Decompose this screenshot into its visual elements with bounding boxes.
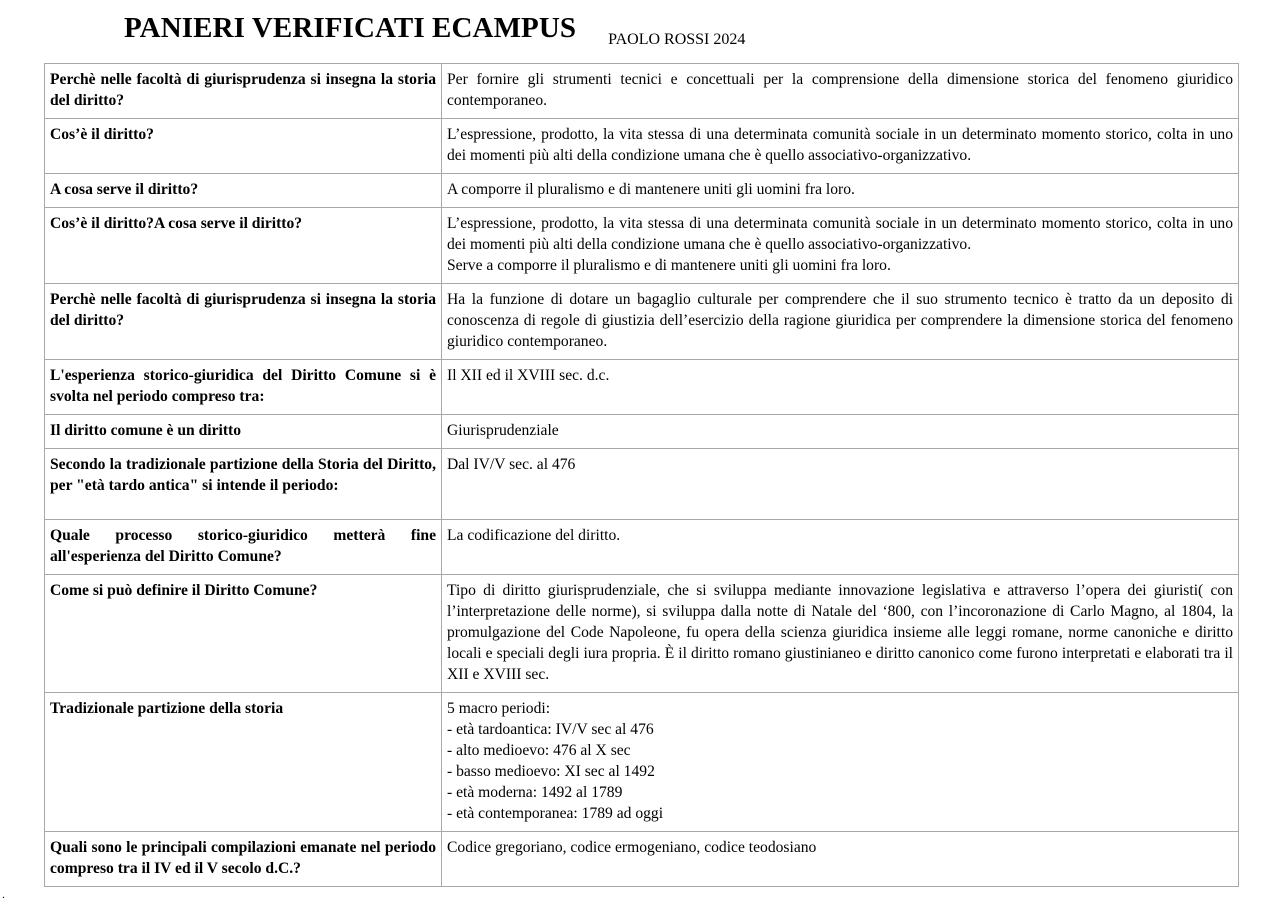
qa-table — [44, 63, 1239, 887]
table-row — [45, 520, 1239, 575]
answer-cell: Codice gregoriano, codice ermogeniano, codice teodosiano — [442, 832, 1239, 887]
question-cell: Tradizionale partizione della storia — [45, 693, 442, 832]
answer-cell: Dal IV/V sec. al 476 — [442, 449, 1239, 520]
answer-cell: Ha la funzione di dotare un bagaglio culturale per comprendere che il suo strumento tecnico è tratto da un deposito di conoscenza di regole di giustizia dell’esercizio della ragione giuridica per comprendere la dimensione storica del fenomeno giuridico contemporaneo. — [442, 284, 1239, 360]
question-cell: Secondo la tradizionale partizione della Storia del Diritto, per "età tardo antica" si intende il periodo: — [45, 449, 442, 520]
table-row — [45, 119, 1239, 174]
answer-cell: A comporre il pluralismo e di mantenere uniti gli uomini fra loro. — [442, 174, 1239, 208]
answer-cell: Giurisprudenziale — [442, 415, 1239, 449]
answer-cell: La codificazione del diritto. — [442, 520, 1239, 575]
question-cell: A cosa serve il diritto? — [45, 174, 442, 208]
question-cell: Quale processo storico-giuridico metterà fine all'esperienza del Diritto Comune? — [45, 520, 442, 575]
table-row — [45, 832, 1239, 887]
answer-cell: Per fornire gli strumenti tecnici e concettuali per la comprensione della dimensione storica del fenomeno giuridico contemporaneo. — [442, 64, 1239, 119]
question-cell: L'esperienza storico-giuridica del Diritto Comune si è svolta nel periodo compreso tra: — [45, 360, 442, 415]
table-row — [45, 575, 1239, 693]
answer-cell: L’espressione, prodotto, la vita stessa di una determinata comunità sociale in un determinato momento storico, colta in uno dei momenti più alti della condizione umana che è quello associativo-organizzativo. Serve a comporre il pluralismo e di mantenere uniti gli uomini fra loro. — [442, 208, 1239, 284]
question-cell: Come si può definire il Diritto Comune? — [45, 575, 442, 693]
answer-cell: L’espressione, prodotto, la vita stessa di una determinata comunità sociale in un determinato momento storico, colta in uno dei momenti più alti della condizione umana che è quello associativo-organizzativo. — [442, 119, 1239, 174]
footer-mark: . — [2, 887, 5, 901]
table-row — [45, 415, 1239, 449]
table-row — [45, 64, 1239, 119]
table-row — [45, 693, 1239, 832]
answer-cell: Tipo di diritto giurisprudenziale, che si sviluppa mediante innovazione legislativa e attraverso l’opera dei giuristi( con l’interpretazione delle norme), si sviluppa dalla notte di Natale del ‘800, con l’incoronazione di Carlo Magno, al 1804, la promulgazione del Code Napoleone, fu opera della scienza giuridica insieme alle leggi romane, norme canoniche e diritto locali e speciali degli iura propria. È il diritto romano giustinianeo e diritto canonico come furono interpretati e elaborati tra il XII e XVIII sec. — [442, 575, 1239, 693]
question-cell: Il diritto comune è un diritto — [45, 415, 442, 449]
answer-cell: Il XII ed il XVIII sec. d.c. — [442, 360, 1239, 415]
table-row — [45, 208, 1239, 284]
table-row — [45, 449, 1239, 520]
table-row — [45, 360, 1239, 415]
question-cell: Quali sono le principali compilazioni emanate nel periodo compreso tra il IV ed il V secolo d.C.? — [45, 832, 442, 887]
question-cell: Perchè nelle facoltà di giurisprudenza si insegna la storia del diritto? — [45, 284, 442, 360]
answer-cell: 5 macro periodi: - età tardoantica: IV/V sec al 476 - alto medioevo: 476 al X sec - basso medioevo: XI sec al 1492 - età moderna: 1492 al 1789 - età contemporanea: 1789 ad oggi — [442, 693, 1239, 832]
question-cell: Cos’è il diritto? — [45, 119, 442, 174]
question-cell: Cos’è il diritto?A cosa serve il diritto? — [45, 208, 442, 284]
page-title: PANIERI VERIFICATI ECAMPUS — [124, 12, 577, 44]
author-label: PAOLO ROSSI 2024 — [608, 31, 746, 48]
table-row — [45, 284, 1239, 360]
question-cell: Perchè nelle facoltà di giurisprudenza si insegna la storia del diritto? — [45, 64, 442, 119]
page-header — [124, 12, 745, 56]
table-row — [45, 174, 1239, 208]
